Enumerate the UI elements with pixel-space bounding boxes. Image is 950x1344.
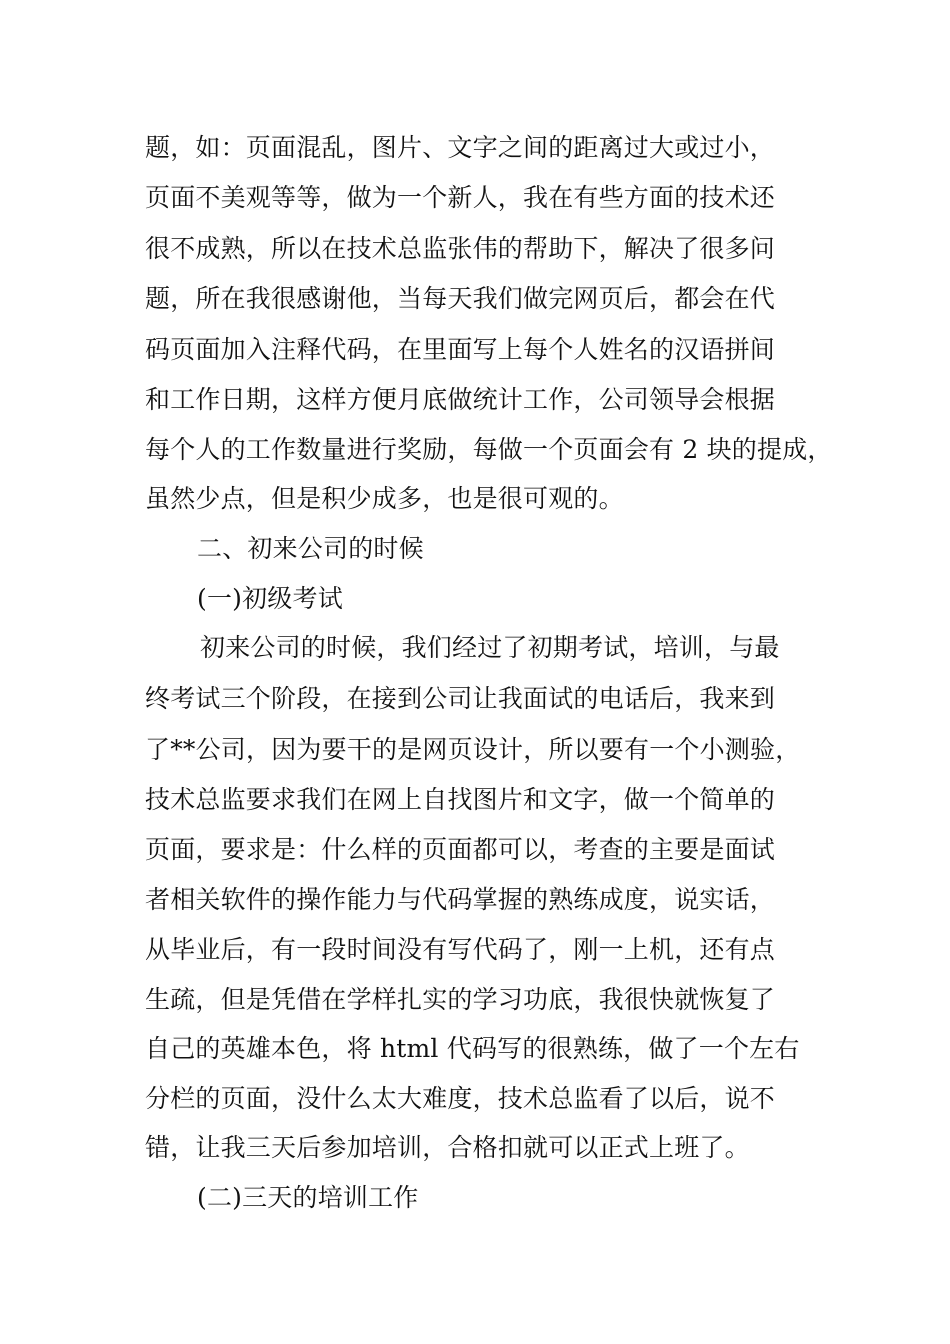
text-line: 初来公司的时候，我们经过了初期考试，培训，与最 bbox=[200, 633, 780, 662]
text-line: 从毕业后，有一段时间没有写代码了，刚一上机，还有点 bbox=[145, 935, 776, 964]
text-line: 题，如：页面混乱，图片、文字之间的距离过大或过小， bbox=[145, 133, 776, 162]
text-line: 者相关软件的操作能力与代码掌握的熟练成度，说实话， bbox=[145, 885, 776, 914]
subsection-heading: (二)三天的培训工作 bbox=[197, 1183, 419, 1212]
text-line: 很不成熟，所以在技术总监张伟的帮助下，解决了很多问 bbox=[145, 234, 776, 263]
text-line: 每个人的工作数量进行奖励，每做一个页面会有 2 块的提成， bbox=[145, 435, 833, 464]
text-line: 终考试三个阶段，在接到公司让我面试的电话后，我来到 bbox=[145, 684, 776, 713]
text-line: 虽然少点，但是积少成多，也是很可观的。 bbox=[145, 484, 624, 513]
text-line: 题，所在我很感谢他，当每天我们做完网页后，都会在代 bbox=[145, 284, 776, 313]
text-line: 页面不美观等等，做为一个新人，我在有些方面的技术还 bbox=[145, 183, 776, 212]
text-line: 自己的英雄本色，将 html 代码写的很熟练，做了一个左右 bbox=[145, 1034, 800, 1063]
text-line: 错，让我三天后参加培训，合格扣就可以正式上班了。 bbox=[145, 1133, 750, 1162]
text-line: 技术总监要求我们在网上自找图片和文字，做一个简单的 bbox=[145, 785, 776, 814]
text-line: 了**公司，因为要干的是网页设计，所以要有一个小测验， bbox=[145, 735, 801, 764]
text-line: 生疏，但是凭借在学样扎实的学习功底，我很快就恢复了 bbox=[145, 985, 776, 1014]
subsection-heading: (一)初级考试 bbox=[197, 584, 343, 613]
text-line: 和工作日期，这样方便月底做统计工作，公司领导会根据 bbox=[145, 385, 776, 414]
text-line: 页面，要求是：什么样的页面都可以，考查的主要是面试 bbox=[145, 835, 776, 864]
text-line: 码页面加入注释代码，在里面写上每个人姓名的汉语拼间 bbox=[145, 335, 776, 364]
section-heading: 二、初来公司的时候 bbox=[197, 534, 424, 563]
text-line: 分栏的页面，没什么太大难度，技术总监看了以后，说不 bbox=[145, 1084, 776, 1113]
